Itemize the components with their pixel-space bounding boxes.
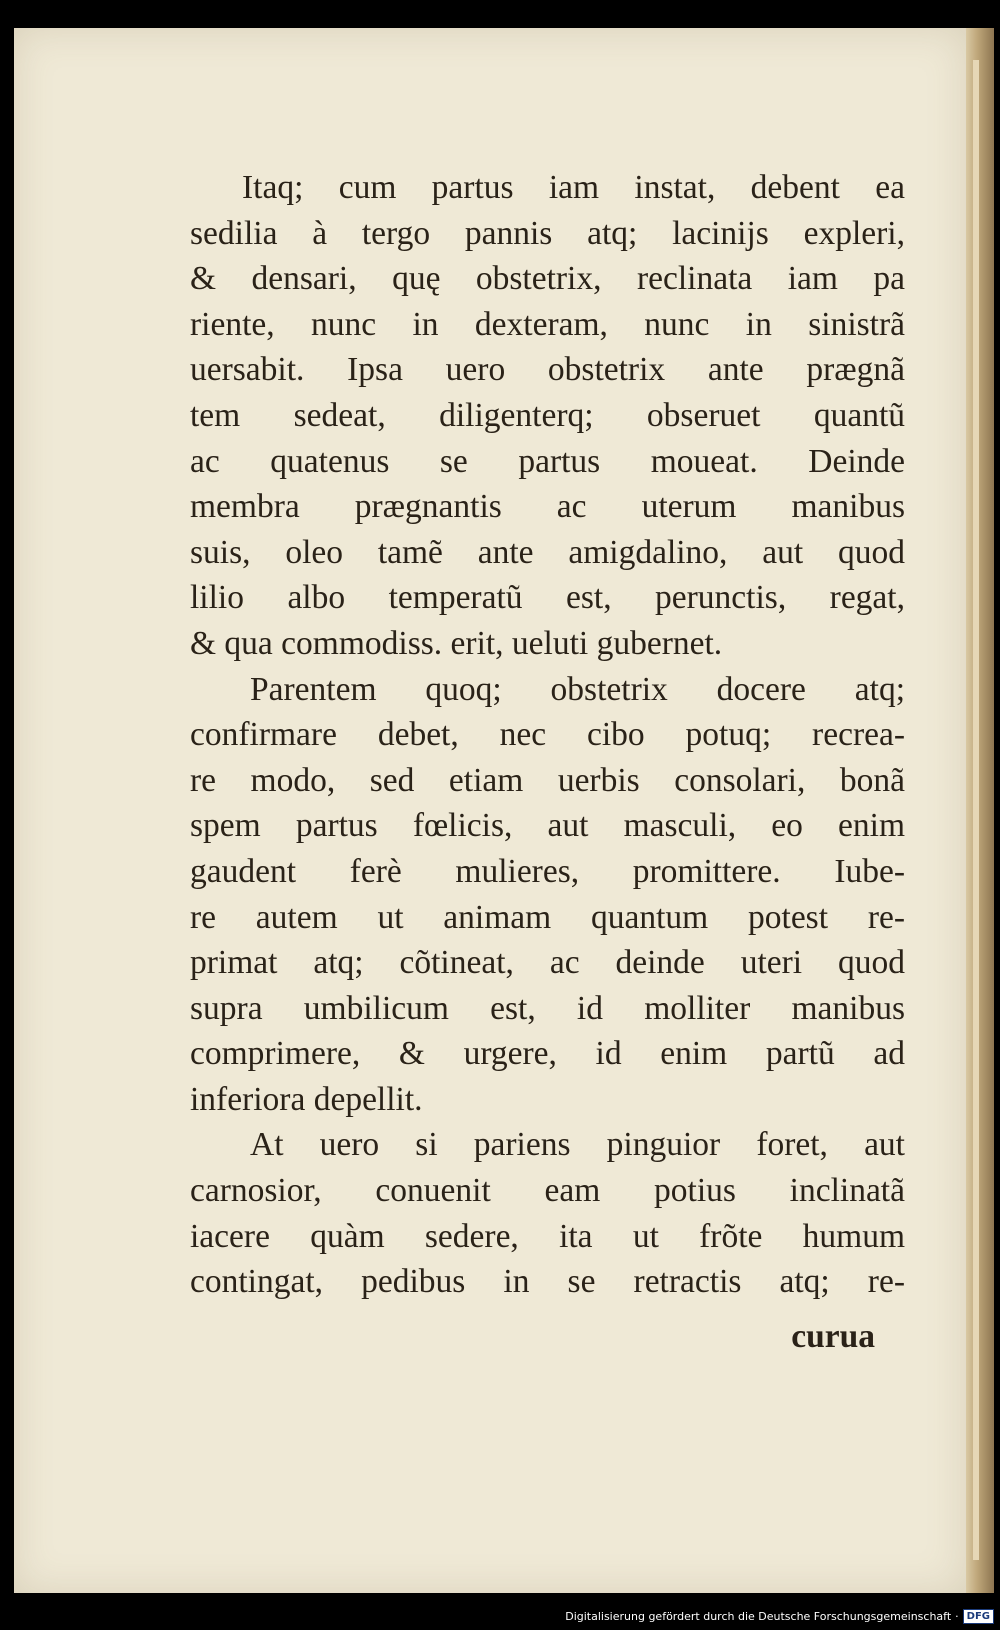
- text-line: carnosior, conuenit eam potius inclinatã: [190, 1172, 905, 1210]
- text-line: lilio albo temperatũ est, perunctis, regat,: [190, 579, 905, 617]
- text-line: & qua commodiss. erit, ueluti gubernet.: [190, 624, 723, 662]
- text-line: sedilia à tergo pannis atq; lacinijs expleri,: [190, 214, 905, 252]
- dfg-logo-icon: DFG: [963, 1609, 994, 1624]
- text-line: supra umbilicum est, id molliter manibus: [190, 989, 905, 1027]
- text-line: tem sedeat, diligenterq; obseruet quantũ: [190, 396, 905, 434]
- text-line: contingat, pedibus in se retractis atq; re-: [190, 1263, 905, 1301]
- text-line: ac quatenus se partus moueat. Deinde: [190, 442, 905, 480]
- text-line: re autem ut animam quantum potest re-: [190, 898, 905, 936]
- footer-credit: Digitalisierung gefördert durch die Deutsche Forschungsgemeinschaft: [565, 1610, 952, 1623]
- footer-separator: ·: [955, 1610, 959, 1623]
- text-line: Itaq; cum partus iam instat, debent ea: [242, 169, 905, 206]
- text-line: gaudent ferè mulieres, promittere. Iube-: [190, 852, 905, 890]
- text-line: riente, nunc in dexteram, nunc in sinistrã: [190, 305, 905, 343]
- text-line: At uero si pariens pinguior foret, aut: [250, 1126, 905, 1164]
- text-line: inferiora depellit.: [190, 1080, 423, 1118]
- text-line: comprimere, & urgere, id enim partũ ad: [190, 1035, 905, 1073]
- page-text: [190, 165, 905, 1305]
- text-line: & densari, quę obstetrix, reclinata iam pa: [190, 260, 905, 298]
- text-line: iacere quàm sedere, ita ut frõte humum: [190, 1217, 905, 1255]
- text-line: membra prægnantis ac uterum manibus: [190, 488, 905, 526]
- page-edge-highlight: [973, 60, 979, 1560]
- text-line: suis, oleo tamẽ ante amigdalino, aut quod: [190, 533, 905, 571]
- text-line: re modo, sed etiam uerbis consolari, bonã: [190, 761, 905, 799]
- text-line: spem partus fœlicis, aut masculi, eo enim: [190, 807, 905, 845]
- footer: [565, 1609, 994, 1624]
- page-edge: [966, 28, 994, 1593]
- catchword: curua: [791, 1318, 875, 1355]
- text-line: Parentem quoq; obstetrix docere atq;: [250, 670, 905, 708]
- text-line: uersabit. Ipsa uero obstetrix ante prægnã: [190, 351, 905, 389]
- text-line: confirmare debet, nec cibo potuq; recrea-: [190, 716, 905, 754]
- text-line: primat atq; cõtineat, ac deinde uteri quod: [190, 944, 905, 982]
